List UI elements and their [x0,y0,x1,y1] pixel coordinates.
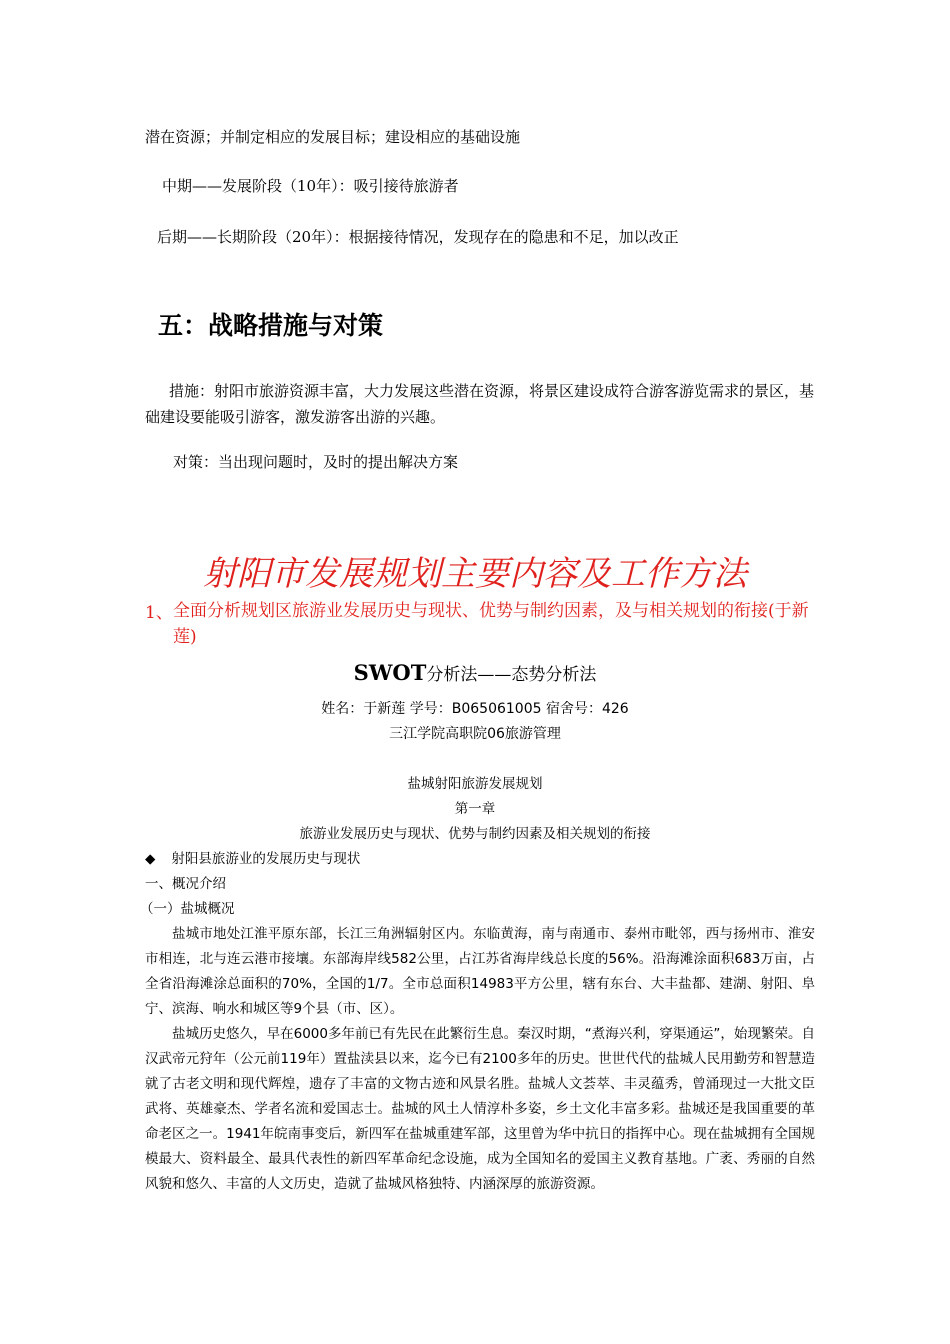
swot-heading [0,660,950,688]
chapter-label: 第一章 [454,801,496,817]
bullet-item [145,850,360,869]
subsection-heading-yancheng: （一）盐城概况 [140,901,235,917]
text-line-resources: 潜在资源；并制定相应的发展目标；建设相应的基础设施 [145,128,521,146]
doc-title: 盐城射阳旅游发展规划 [407,776,543,792]
countermeasures-line: 对策：当出现问题时，及时的提出解决方案 [173,453,459,471]
list-item-number: 1、 [145,603,173,623]
swot-bold: SWOT [353,660,427,685]
chapter-title: 旅游业发展历史与现状、优势与制约因素及相关规划的衔接 [299,826,651,842]
school-info: 三江学院高职院06旅游管理 [389,726,561,742]
section-heading-overview: 一、概况介绍 [145,876,226,892]
paragraph-location: 盐城市地处江淮平原东部，长江三角洲辐射区内。东临黄海，南与南通市、泰州市毗邻，西与扬州市、淮安市相连，北与连云港市接壤。东部海岸线582公里，占江苏省海岸线总长度的56%。沿海滩涂面积683万亩，占全省沿海滩涂总面积的70%，全国的1/7。全市总面积14983平方公里，辖有东台、大丰盐都、建湖、射阳、阜宁、滨海、响水和城区等9个县（市、区）。 [145,926,815,1017]
measures-paragraph: 措施：射阳市旅游资源丰富，大力发展这些潜在资源，将景区建设成符合游客游览需求的景区，基础建设要能吸引游客，激发游客出游的兴趣。 [145,382,815,426]
bullet-text: 射阳县旅游业的发展历史与现状 [171,851,361,867]
list-item-text: 全面分析规划区旅游业发展历史与现状、优势与制约因素，及与相关规划的衔接(于新莲) [173,601,809,647]
diamond-bullet-icon: ◆ [145,851,156,867]
text-line-late-stage: 后期——长期阶段（20年）：根据接待情况，发现存在的隐患和不足，加以改正 [157,228,679,246]
paragraph-history: 盐城历史悠久，早在6000多年前已有先民在此繁衍生息。秦汉时期，“煮海兴利，穿渠通运”，始现繁荣。自汉武帝元狩年（公元前119年）置盐渎县以来，迄今已有2100多年的历史。世世代代的盐城人民用勤劳和智慧造就了古老文明和现代辉煌，遗存了丰富的文物古迹和风景名胜。盐城人文荟萃、丰灵蕴秀，曾涌现过一大批文臣武将、英雄豪杰、学者名流和爱国志士。盐城的风土人情淳朴多姿，乡土文化丰富多彩。盐城还是我国重要的革命老区之一。1941年皖南事变后，新四军在盐城重建军部，这里曾为华中抗日的指挥中心。现在盐城拥有全国规模最大、资料最全、最具代表性的新四军革命纪念设施，成为全国知名的爱国主义教育基地。广袤、秀丽的自然风貌和悠久、丰富的人文历史，造就了盐城风格独特、内涵深厚的旅游资源。 [145,1026,815,1192]
author-info: 姓名：于新莲 学号：B065061005 宿舍号：426 [321,701,629,717]
section-heading-strategy: 五：战略措施与对策 [158,311,384,340]
text-line-mid-stage: 中期——发展阶段（10年）：吸引接待旅游者 [162,177,459,195]
plan-title: 射阳市发展规划主要内容及工作方法 [203,554,747,594]
swot-rest: 分析法——态势分析法 [426,665,597,685]
